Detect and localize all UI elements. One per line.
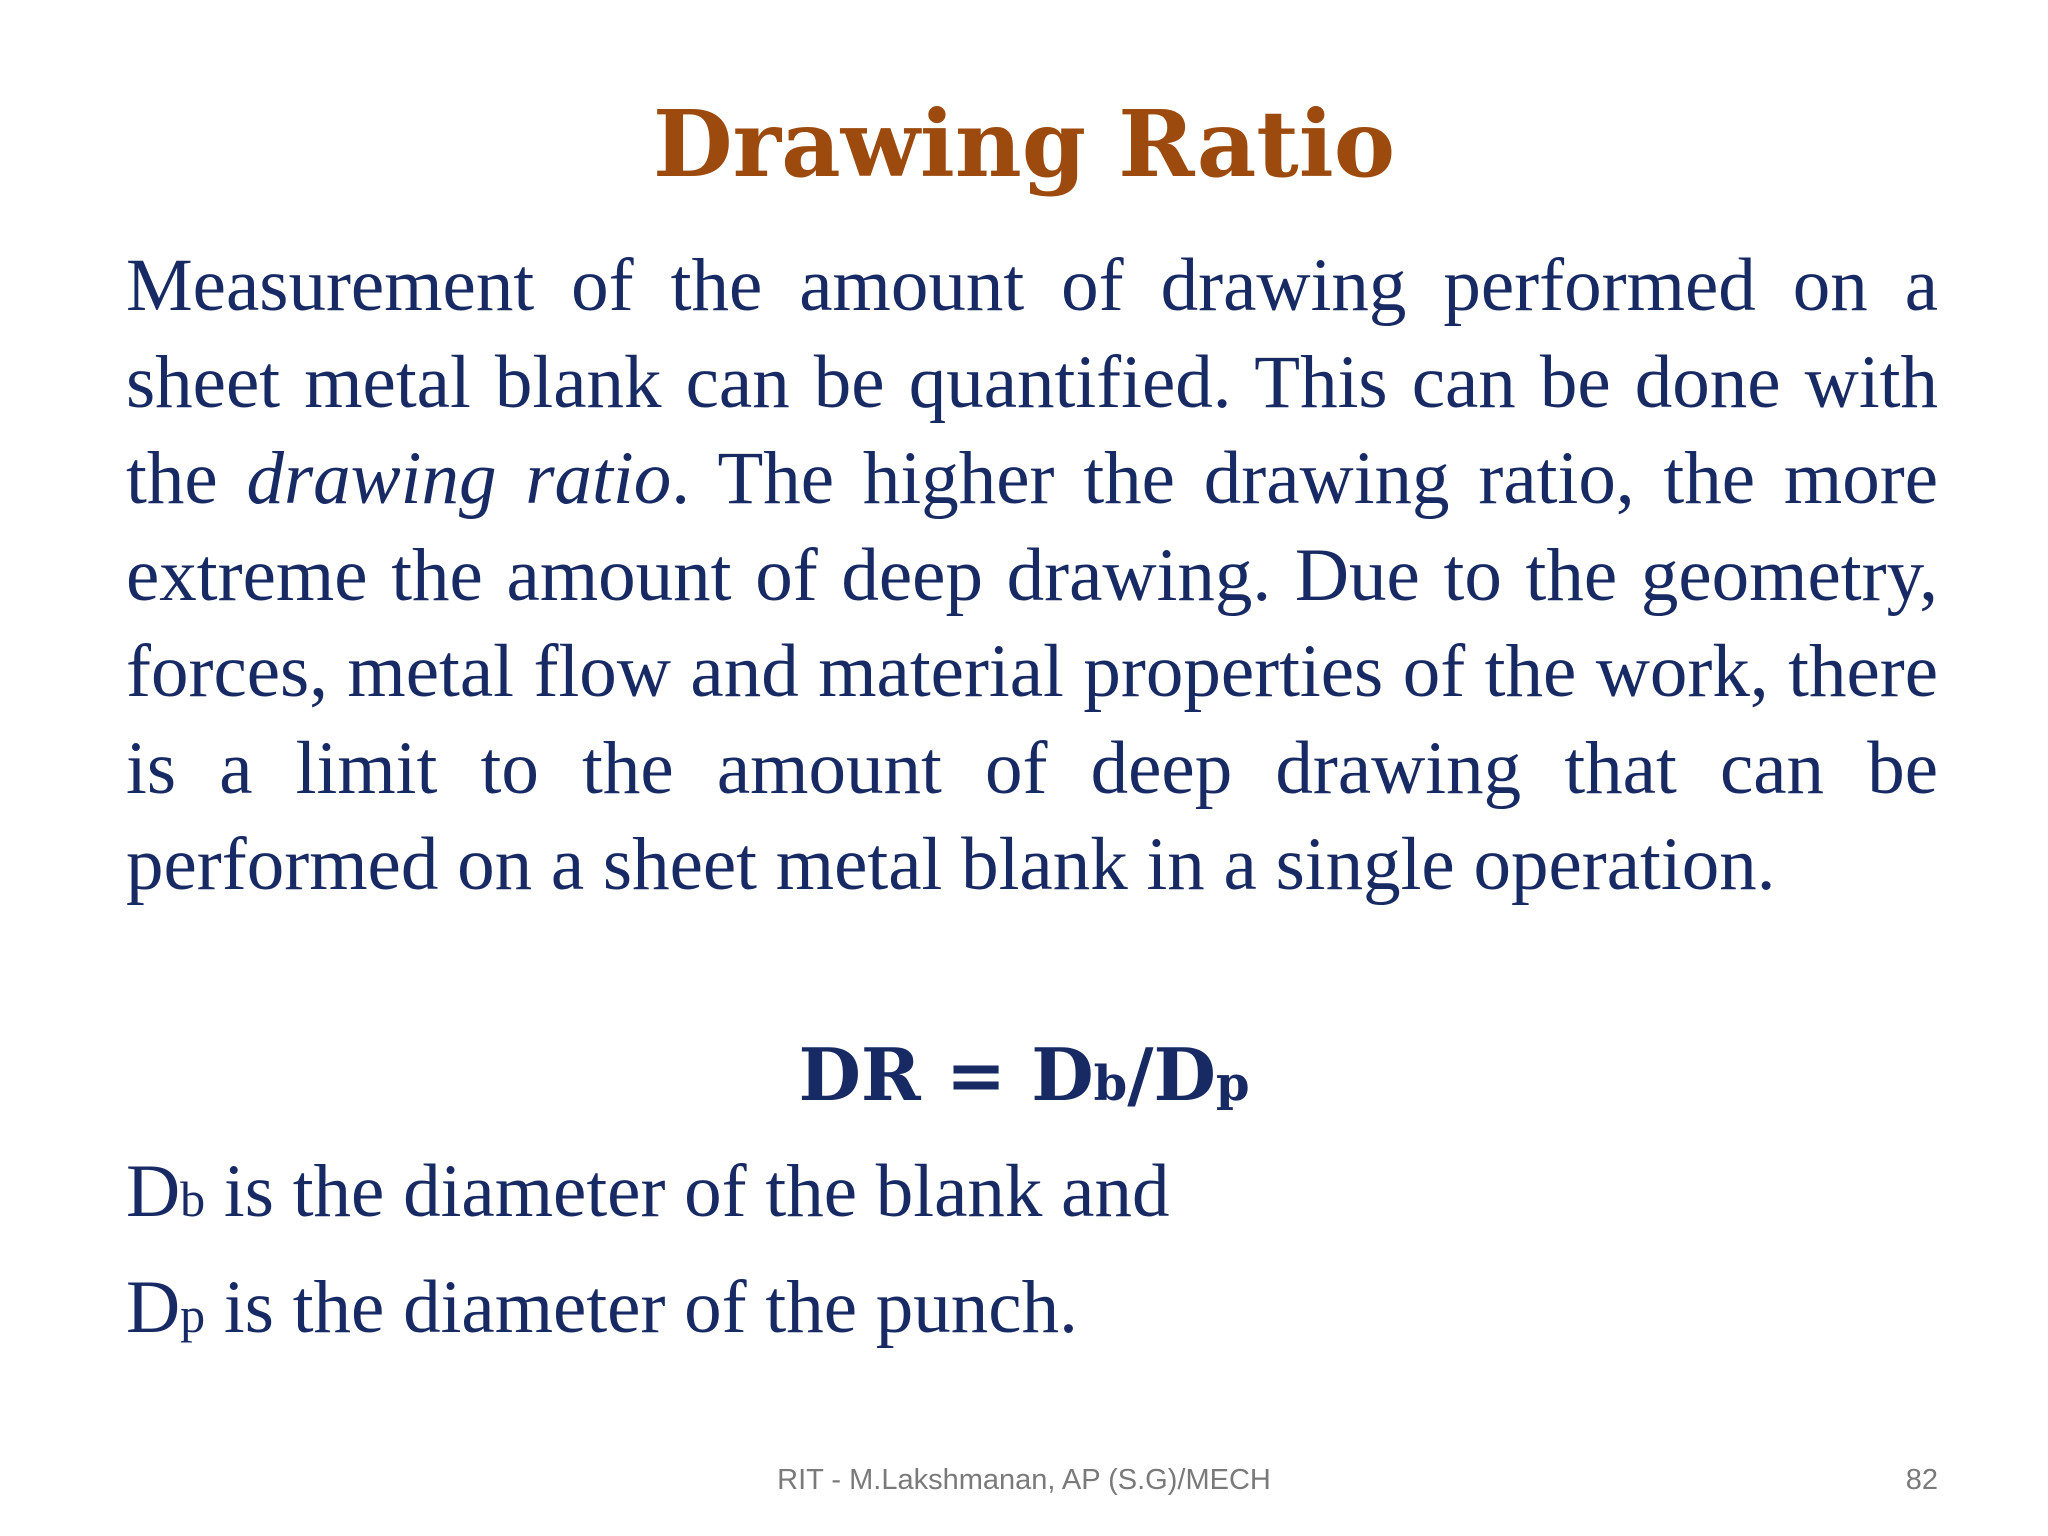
drawing-ratio-formula [0, 1025, 2048, 1134]
definition-blank-diameter [126, 1142, 1169, 1249]
body-paragraph [126, 238, 1938, 914]
formula-slash: /D [1127, 1032, 1216, 1117]
footer-credit: RIT - M.Lakshmanan, AP (S.G)/MECH [777, 1464, 1271, 1496]
slide-title: Drawing Ratio [652, 90, 1396, 198]
definition-punch-diameter [126, 1258, 1078, 1365]
formula-sub-b: b [1093, 1056, 1128, 1112]
definition-symbol: D [126, 1266, 181, 1349]
definition-text: is the diameter of the blank and [205, 1150, 1170, 1233]
definition-symbol: D [126, 1150, 181, 1233]
paragraph-text-end: . The higher the drawing ratio, the more extreme the amount of deep drawing. Due to the geometry, forces, metal flow and material properties of the work, there is a limit to the amount of deep drawing that can be performed on a sheet metal blank in a single operation. [126, 437, 1938, 906]
formula-sub-p: p [1215, 1056, 1250, 1112]
definition-text: is the diameter of the punch. [205, 1266, 1078, 1349]
paragraph-text-start: Measurement of the amount of drawing performed on a sheet metal blank can be quantified. This can be done with the [126, 244, 1938, 520]
definition-subscript: b [180, 1171, 206, 1227]
definition-subscript: p [180, 1287, 206, 1343]
formula-lhs: DR = D [798, 1032, 1094, 1117]
paragraph-italic-term: drawing ratio [246, 437, 672, 520]
page-number: 82 [1905, 1464, 1938, 1496]
